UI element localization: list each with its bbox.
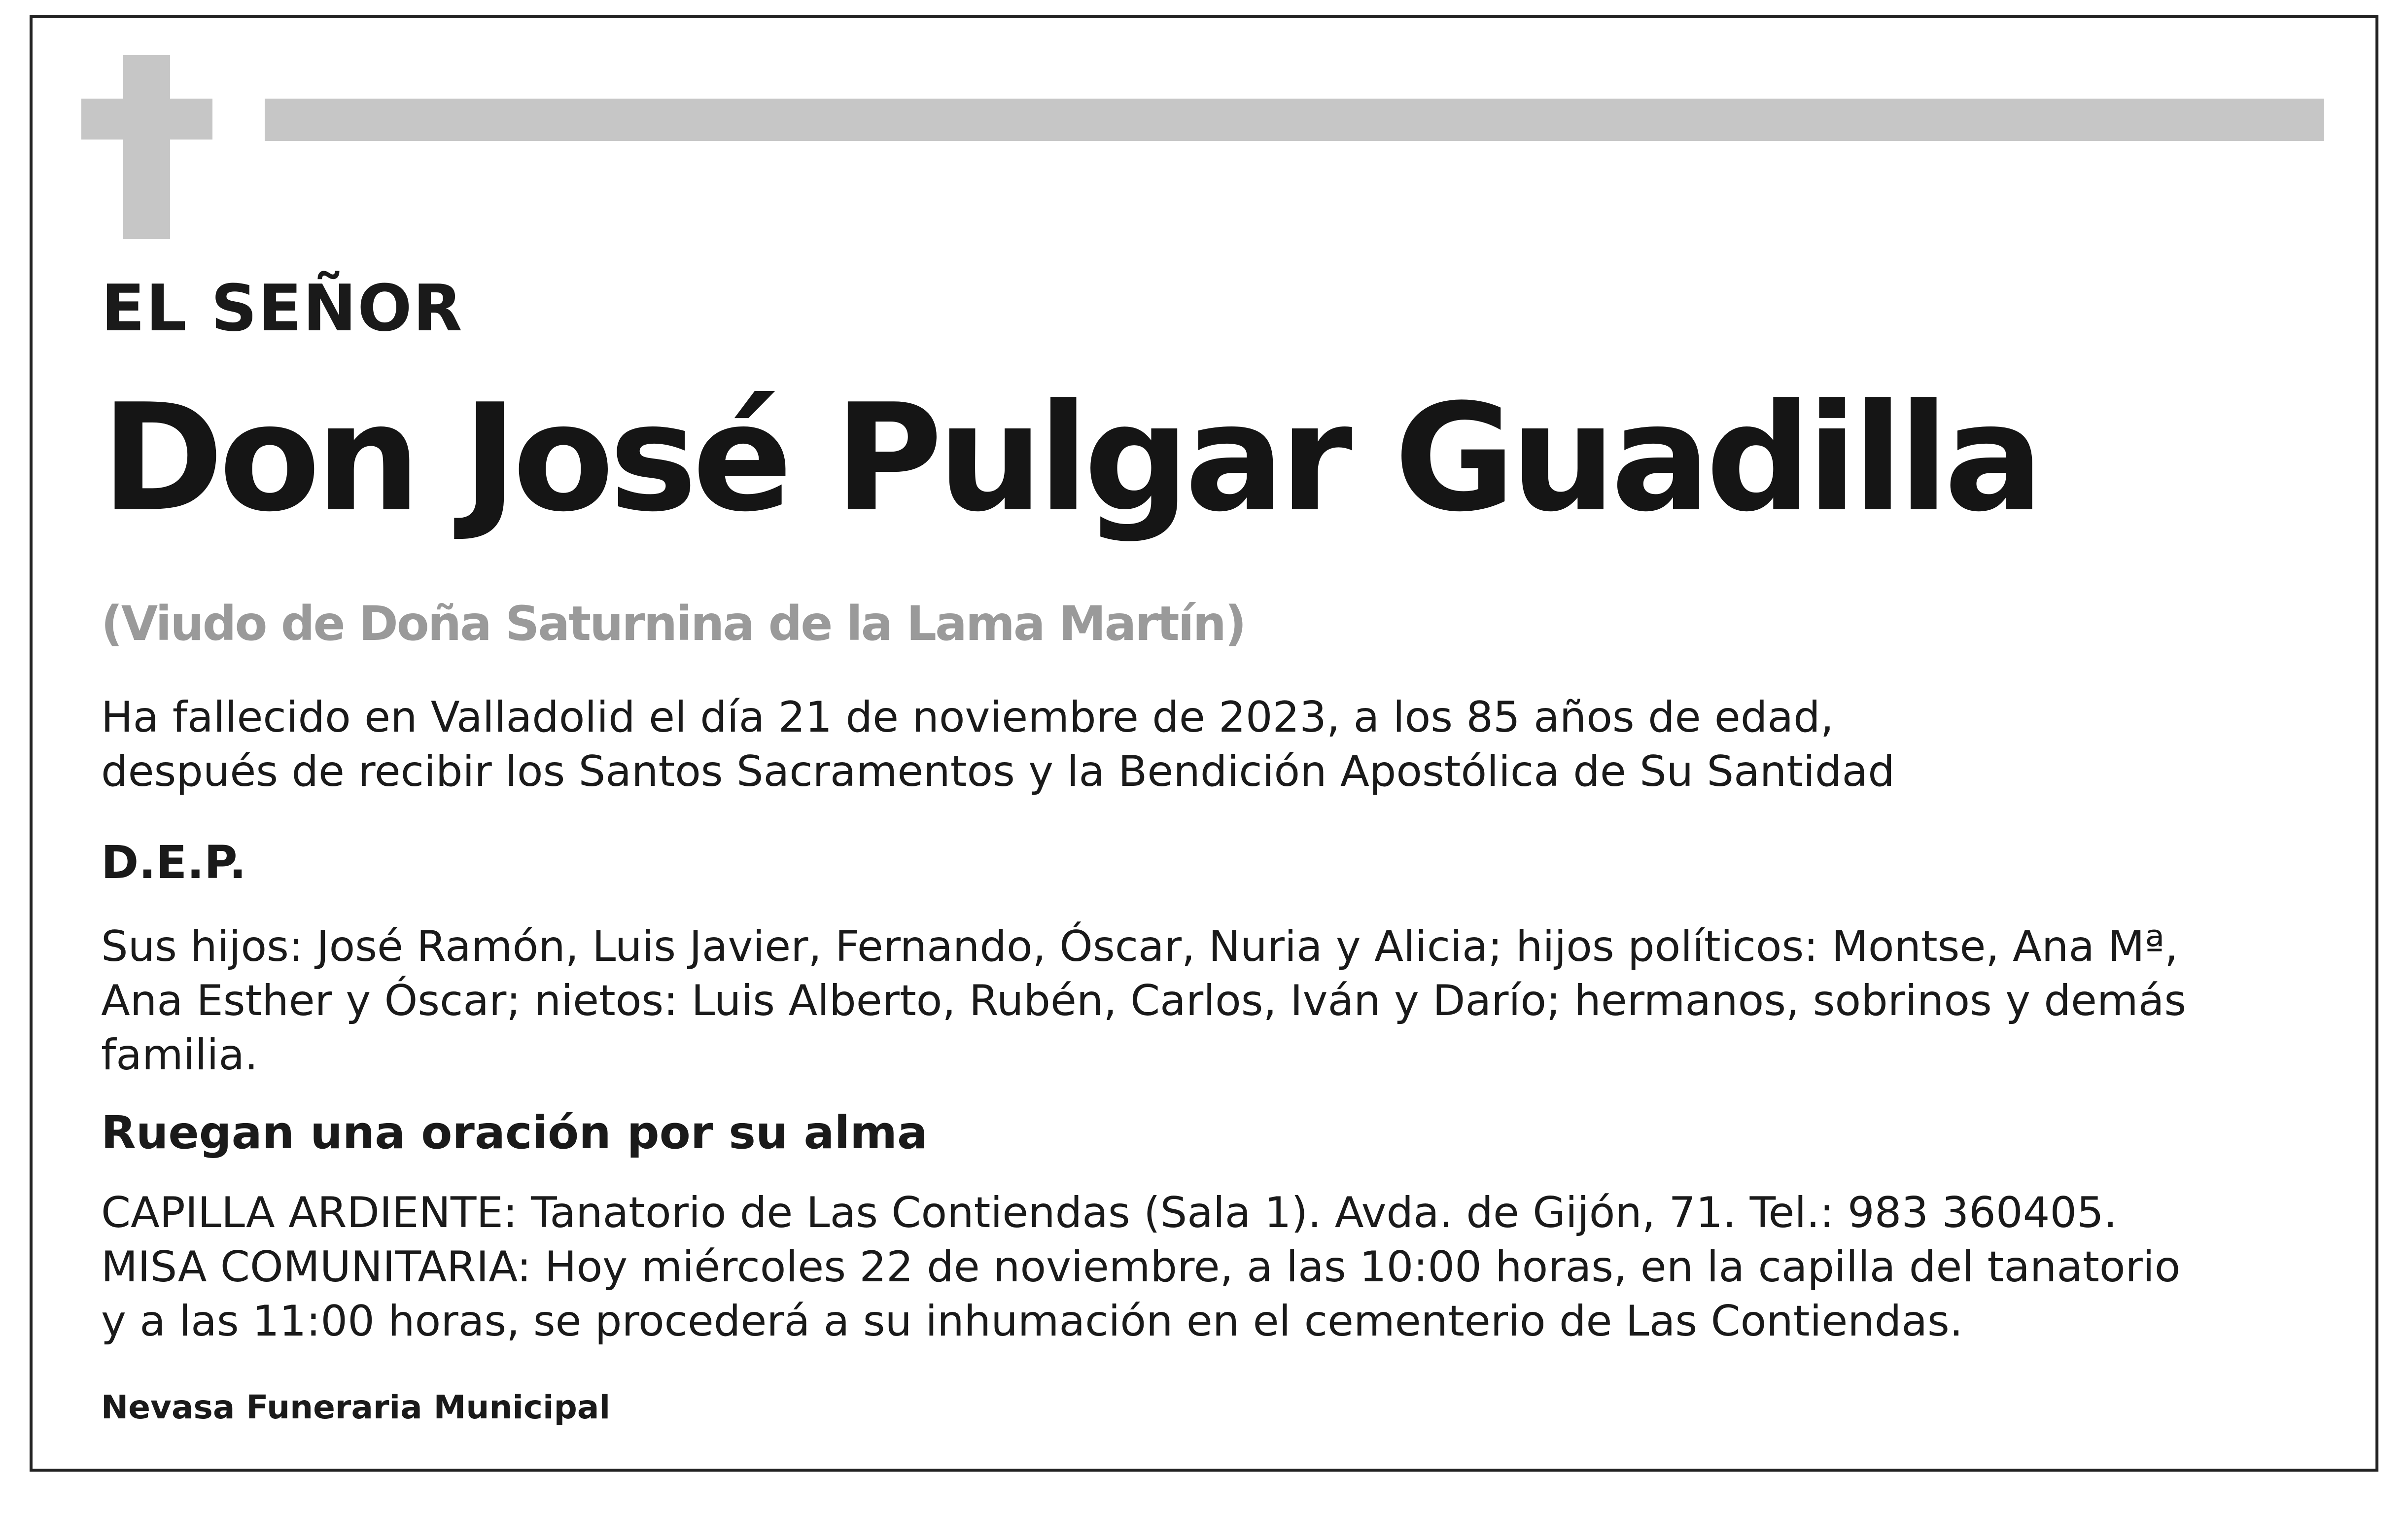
family-line: Sus hijos: José Ramón, Luis Javier, Fernando, Óscar, Nuria y Alicia; hijos políticos: Montse, Ana Mª, xyxy=(101,922,2178,971)
header-divider-bar xyxy=(265,99,2324,141)
prayer-request: Ruegan una oración por su alma xyxy=(101,1106,928,1159)
family-line: familia. xyxy=(101,1030,258,1080)
death-line: Ha fallecido en Valladolid el día 21 de noviembre de 2023, a los 85 años de edad, xyxy=(101,693,1834,742)
widower-note: (Viudo de Doña Saturnina de la Lama Martín) xyxy=(101,596,1245,651)
rip-label: D.E.P. xyxy=(101,836,246,889)
service-line: MISA COMUNITARIA: Hoy miércoles 22 de noviembre, a las 10:00 horas, en la capilla del tanatorio xyxy=(101,1242,2181,1292)
family-line: Ana Esther y Óscar; nietos: Luis Alberto, Rubén, Carlos, Iván y Darío; hermanos, sobrinos y demás xyxy=(101,976,2187,1025)
service-line: CAPILLA ARDIENTE: Tanatorio de Las Contiendas (Sala 1). Avda. de Gijón, 71. Tel.: 983 360405. xyxy=(101,1188,2118,1237)
death-line: después de recibir los Santos Sacramentos y la Bendición Apostólica de Su Santidad xyxy=(101,747,1895,796)
cross-horizontal-bar xyxy=(81,99,212,140)
family-mourners xyxy=(101,919,2186,1082)
cross-vertical-bar xyxy=(123,55,170,239)
deceased-name: Don José Pulgar Guadilla xyxy=(101,372,2039,544)
death-announcement xyxy=(101,690,1895,799)
service-line: y a las 11:00 horas, se procederá a su inhumación en el cementerio de Las Contiendas. xyxy=(101,1297,1963,1346)
service-details xyxy=(101,1186,2180,1348)
funeral-home: Nevasa Funeraria Municipal xyxy=(101,1388,611,1426)
honorific: EL SEÑOR xyxy=(101,271,463,346)
